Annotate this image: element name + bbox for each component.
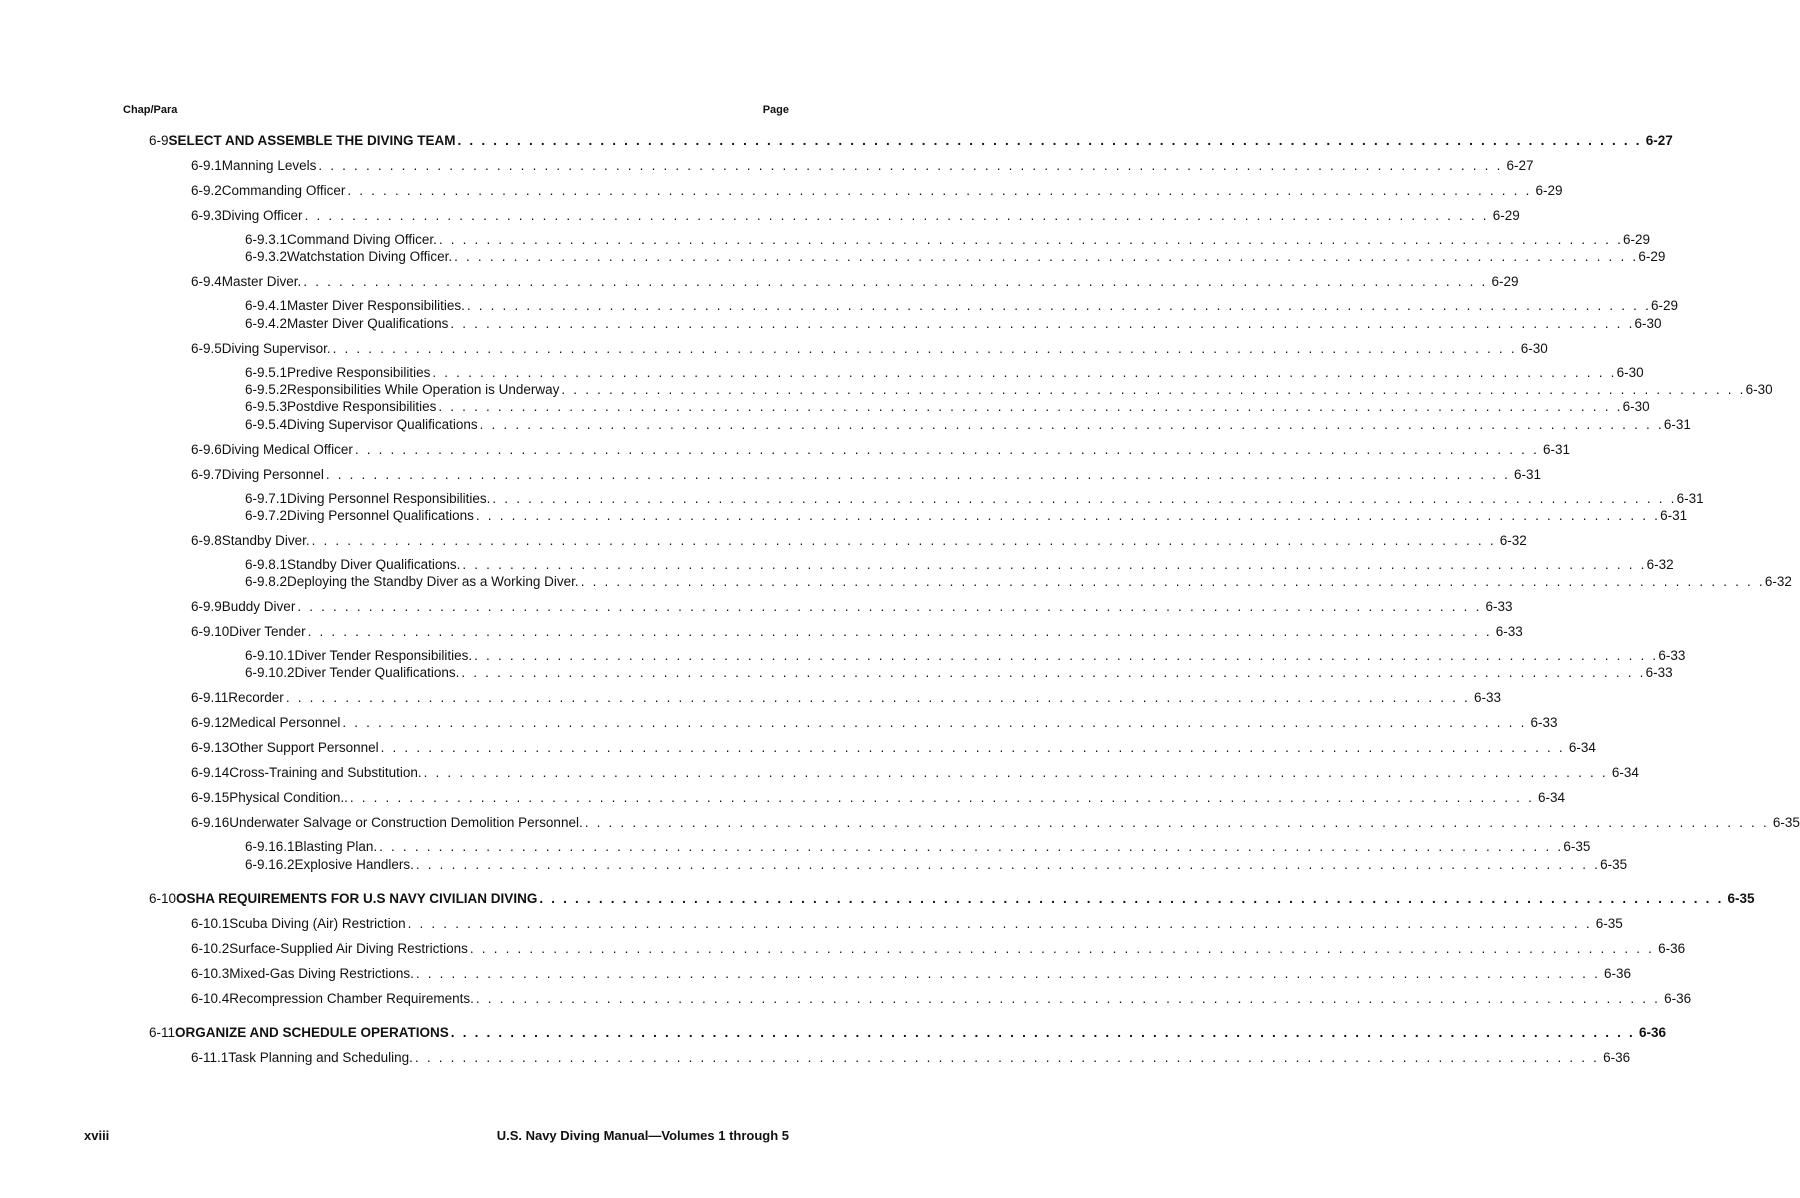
toc-entry-page: 6-29 xyxy=(1623,232,1651,247)
toc-entry-page: 6-31 xyxy=(1660,507,1688,523)
toc-entry-level-2 xyxy=(191,598,1513,616)
column-header-chap-para: Chap/Para xyxy=(123,104,178,116)
toc-entry-number: 6-9.1 xyxy=(191,158,222,173)
dot-leader: . . . . . . . . . . . . . . . . . . . . . . . . . . . . . . . . . . . . . . . . . . . . . . . . . . . . . . . . . . . . . . . . . . . . . . . . . . . . . . . . . . . . . . . . . . . . . . . . . . . . xyxy=(354,441,1540,457)
column-header-page: Page xyxy=(762,104,789,116)
toc-entry-level-3 xyxy=(245,315,1662,333)
dot-leader: . . . . . . . . . . . . . . . . . . . . . . . . . . . . . . . . . . . . . . . . . . . . . . . . . . . . . . . . . . . . . . . . . . . . . . . . . . . . . . . . . . . . . . . . . . . . . . . . . . . . xyxy=(415,965,1601,981)
toc-entry-number: 6-9.3.1 xyxy=(245,232,288,247)
toc-entry-title: Diving Supervisor Qualifications xyxy=(287,416,478,432)
toc-entry-number: 6-9.5.3 xyxy=(245,399,288,415)
toc-entry-title: Deploying the Standby Diver as a Working Diver. xyxy=(287,574,579,590)
toc-entry-level-3 xyxy=(245,297,1679,315)
toc-entry-page: 6-33 xyxy=(1645,665,1673,681)
toc-entry-level-2 xyxy=(191,466,1542,484)
dot-leader: . . . . . . . . . . . . . . . . . . . . . . . . . . . . . . . . . . . . . . . . . . . . . . . . . . . . . . . . . . . . . . . . . . . . . . . . . . . . . . . . . . . . . . . . . . . . . . . . . . . . xyxy=(475,990,1661,1006)
dot-leader: . . . . . . . . . . . . . . . . . . . . . . . . . . . . . . . . . . . . . . . . . . . . . . . . . . . . . . . . . . . . . . . . . . . . . . . . . . . . . . . . . . . . . . . . . . . . . . . . . . . . xyxy=(307,624,1492,640)
toc-entry-number: 6-9.12 xyxy=(191,715,230,731)
toc-entry-number: 6-9.16.1 xyxy=(245,839,295,855)
toc-entry-level-3 xyxy=(245,556,1674,574)
toc-entry-page: 6-35 xyxy=(1727,890,1755,906)
toc-entry-number: 6-9.2 xyxy=(191,183,222,198)
dot-leader: . . . . . . . . . . . . . . . . . . . . . . . . . . . . . . . . . . . . . . . . . . . . . . . . . . . . . . . . . . . . . . . . . . . . . . . . . . . . . . . . . . . . . . . . . . . . . . . . . . . . xyxy=(415,856,1601,872)
toc-entry-number: 6-9.5 xyxy=(191,340,222,356)
toc-entry-level-3 xyxy=(245,248,1666,266)
toc-entry-number: 6-9.5.2 xyxy=(245,381,288,397)
toc-entry-title: Explosive Handlers. xyxy=(294,856,414,872)
toc-entry-level-3 xyxy=(245,231,1651,249)
toc-entry-number: 6-9.4.2 xyxy=(245,315,288,331)
toc-entry-level-2 xyxy=(191,789,1566,807)
toc-entry-page: 6-36 xyxy=(1664,990,1692,1006)
dot-leader: . . . . . . . . . . . . . . . . . . . . . . . . . . . . . . . . . . . . . . . . . . . . . . . . . . . . . . . . . . . . . . . . . . . . . . . . . . . . . . . . . . . . . . . . . . . . . . . . . . . . xyxy=(325,466,1511,482)
dot-leader: . . . . . . . . . . . . . . . . . . . . . . . . . . . . . . . . . . . . . . . . . . . . . . . . . . . . . . . . . . . . . . . . . . . . . . . . . . . . . . . . . . . . . . . . . . . . . . . . . . . . xyxy=(450,1024,1635,1040)
toc-entry-number: 6-9.15 xyxy=(191,790,230,806)
toc-entry-title: Cross-Training and Substitution. xyxy=(229,765,422,781)
toc-entry-page: 6-36 xyxy=(1658,940,1686,956)
toc-entry-number: 6-10.1 xyxy=(191,915,230,931)
toc-entry-number: 6-9.8 xyxy=(191,532,222,548)
toc-entry-level-2 xyxy=(191,441,1571,459)
toc-entry-title: Diving Medical Officer xyxy=(221,441,353,457)
toc-entry-title: Underwater Salvage or Construction Demolition Personnel. xyxy=(229,815,583,831)
toc-entry-page: 6-30 xyxy=(1520,340,1548,356)
dot-leader: . . . . . . . . . . . . . . . . . . . . . . . . . . . . . . . . . . . . . . . . . . . . . . . . . . . . . . . . . . . . . . . . . . . . . . . . . . . . . . . . . . . . . . . . . . . . . . . . . . . . xyxy=(379,839,1564,855)
toc-entry-page: 6-31 xyxy=(1514,466,1542,482)
toc-entry-level-3 xyxy=(245,416,1691,434)
dot-leader: . . . . . . . . . . . . . . . . . . . . . . . . . . . . . . . . . . . . . . . . . . . . . . . . . . . . . . . . . . . . . . . . . . . . . . . . . . . . . . . . . . . . . . . . . . . . . . . . . . . . xyxy=(475,507,1661,523)
toc-entry-title: Diving Supervisor. xyxy=(221,340,331,356)
dot-leader: . . . . . . . . . . . . . . . . . . . . . . . . . . . . . . . . . . . . . . . . . . . . . . . . . . . . . . . . . . . . . . . . . . . . . . . . . . . . . . . . . . . . . . . . . . . . . . . . . . . . xyxy=(423,765,1608,781)
manual-title: U.S. Navy Diving Manual—Volumes 1 through 5 xyxy=(496,1128,789,1143)
toc-entry-number: 6-9.16 xyxy=(191,815,230,831)
toc-entry-number: 6-10.3 xyxy=(191,965,230,981)
toc-entry-number: 6-9.5.1 xyxy=(245,364,288,380)
toc-entry-page: 6-36 xyxy=(1603,1049,1631,1065)
dot-leader: . . . . . . . . . . . . . . . . . . . . . . . . . . . . . . . . . . . . . . . . . . . . . . . . . . . . . . . . . . . . . . . . . . . . . . . . . . . . . . . . . . . . . . . . . . . . . . . . . . . . xyxy=(414,1049,1600,1065)
toc-entry-page: 6-35 xyxy=(1595,915,1623,931)
dot-leader: . . . . . . . . . . . . . . . . . . . . . . . . . . . . . . . . . . . . . . . . . . . . . . . . . . . . . . . . . . . . . . . . . . . . . . . . . . . . . . . . . . . . . . . . . . . . . . . . . . . . xyxy=(580,574,1765,590)
toc-entry-level-1 xyxy=(149,890,1755,908)
toc-entry-title: Scuba Diving (Air) Restriction xyxy=(229,915,406,931)
toc-entry-level-2 xyxy=(191,814,1800,832)
toc-entry-title: Blasting Plan. xyxy=(294,839,378,855)
toc-entry-level-2 xyxy=(191,182,1563,200)
toc-entry-page: 6-33 xyxy=(1530,715,1558,731)
toc-entry-level-2 xyxy=(191,273,1519,291)
toc-entry-page: 6-35 xyxy=(1600,856,1628,872)
toc-entry-title: Predive Responsibilities xyxy=(287,364,431,380)
dot-leader: . . . . . . . . . . . . . . . . . . . . . . . . . . . . . . . . . . . . . . . . . . . . . . . . . . . . . . . . . . . . . . . . . . . . . . . . . . . . . . . . . . . . . . . . . . . . . . . . . . . . xyxy=(347,183,1532,198)
toc-entry-level-2 xyxy=(191,157,1534,175)
toc-entry-page: 6-32 xyxy=(1499,532,1527,548)
toc-entry-page: 6-33 xyxy=(1474,690,1502,706)
toc-entry-level-3 xyxy=(245,364,1644,382)
toc-entry-title: Manning Levels xyxy=(221,158,317,173)
toc-entry-title: Standby Diver Qualifications. xyxy=(287,556,461,572)
toc-entry-title: Physical Condition.. xyxy=(229,790,348,806)
toc-entry-title: Master Diver Qualifications xyxy=(287,315,449,331)
toc-entry-page: 6-31 xyxy=(1676,490,1704,506)
dot-leader: . . . . . . . . . . . . . . . . . . . . . . . . . . . . . . . . . . . . . . . . . . . . . . . . . . . . . . . . . . . . . . . . . . . . . . . . . . . . . . . . . . . . . . . . . . . . . . . . . . . . xyxy=(349,790,1535,806)
toc-entry-level-3 xyxy=(245,507,1688,525)
toc-entry-number: 6-9.10 xyxy=(191,624,230,640)
toc-entry-level-3 xyxy=(245,398,1650,416)
dot-leader: . . . . . . . . . . . . . . . . . . . . . . . . . . . . . . . . . . . . . . . . . . . . . . . . . . . . . . . . . . . . . . . . . . . . . . . . . . . . . . . . . . . . . . . . . . . . . . . . . . . . xyxy=(380,740,1565,756)
toc-entry-number: 6-9.4.1 xyxy=(245,298,288,314)
toc-entry-title: Diving Personnel Qualifications xyxy=(287,507,474,523)
toc-entry-level-3 xyxy=(245,490,1704,508)
dot-leader: . . . . . . . . . . . . . . . . . . . . . . . . . . . . . . . . . . . . . . . . . . . . . . . . . . . . . . . . . . . . . . . . . . . . . . . . . . . . . . . . . . . . . . . . . . . . . . . . . . . . xyxy=(492,490,1677,506)
toc-entry-level-2 xyxy=(191,965,1632,983)
toc-entry-title: Diver Tender Responsibilities. xyxy=(294,648,473,664)
dot-leader: . . . . . . . . . . . . . . . . . . . . . . . . . . . . . . . . . . . . . . . . . . . . . . . . . . . . . . . . . . . . . . . . . . . . . . . . . . . . . . . . . . . . . . . . . . . . . . . . . . . . xyxy=(461,665,1646,681)
dot-leader: . . . . . . . . . . . . . . . . . . . . . . . . . . . . . . . . . . . . . . . . . . . . . . . . . . . . . . . . . . . . . . . . . . . . . . . . . . . . . . . . . . . . . . . . . . . . . . . . . . . . xyxy=(454,249,1639,265)
toc-entry-number: 6-9.7 xyxy=(191,466,222,482)
toc-entry-page: 6-30 xyxy=(1634,315,1662,331)
dot-leader: . . . . . . . . . . . . . . . . . . . . . . . . . . . . . . . . . . . . . . . . . . . . . . . . . . . . . . . . . . . . . . . . . . . . . . . . . . . . . . . . . . . . . . . . . . . . . . . . . . . . xyxy=(457,133,1642,148)
toc-entry-title: Recorder xyxy=(228,690,284,706)
dot-leader: . . . . . . . . . . . . . . . . . . . . . . . . . . . . . . . . . . . . . . . . . . . . . . . . . . . . . . . . . . . . . . . . . . . . . . . . . . . . . . . . . . . . . . . . . . . . . . . . . . . . xyxy=(285,690,1471,706)
dot-leader: . . . . . . . . . . . . . . . . . . . . . . . . . . . . . . . . . . . . . . . . . . . . . . . . . . . . . . . . . . . . . . . . . . . . . . . . . . . . . . . . . . . . . . . . . . . . . . . . . . . . xyxy=(432,364,1617,380)
toc-entry-title: Postdive Responsibilities xyxy=(287,399,437,415)
toc-entry-page: 6-33 xyxy=(1658,648,1686,664)
toc-entry-number: 6-9.16.2 xyxy=(245,856,295,872)
toc-entry-page: 6-33 xyxy=(1485,599,1513,615)
dot-leader: . . . . . . . . . . . . . . . . . . . . . . . . . . . . . . . . . . . . . . . . . . . . . . . . . . . . . . . . . . . . . . . . . . . . . . . . . . . . . . . . . . . . . . . . . . . . . . . . . . . . xyxy=(479,416,1664,432)
toc-entry-number: 6-9.8.2 xyxy=(245,574,288,590)
dot-leader: . . . . . . . . . . . . . . . . . . . . . . . . . . . . . . . . . . . . . . . . . . . . . . . . . . . . . . . . . . . . . . . . . . . . . . . . . . . . . . . . . . . . . . . . . . . . . . . . . . . . xyxy=(438,399,1623,415)
toc-entry-number: 6-9.13 xyxy=(191,740,230,756)
toc-entry-title: Watchstation Diving Officer. xyxy=(287,249,453,265)
toc-entry-page: 6-31 xyxy=(1663,416,1691,432)
toc-entry-level-3 xyxy=(245,573,1792,591)
dot-leader: . . . . . . . . . . . . . . . . . . . . . . . . . . . . . . . . . . . . . . . . . . . . . . . . . . . . . . . . . . . . . . . . . . . . . . . . . . . . . . . . . . . . . . . . . . . . . . . . . . . . xyxy=(474,648,1659,664)
toc-entry-number: 6-9.11 xyxy=(191,690,229,706)
toc-entry-number: 6-11.1 xyxy=(191,1049,229,1065)
toc-entry-title: Mixed-Gas Diving Restrictions. xyxy=(229,965,414,981)
toc-entry-level-2 xyxy=(191,714,1558,732)
toc-entry-page: 6-32 xyxy=(1764,574,1792,590)
toc-entry-page: 6-35 xyxy=(1563,839,1591,855)
toc-entry-number: 6-9.5.4 xyxy=(245,416,288,432)
toc-entry-number: 6-9.10.1 xyxy=(245,648,295,664)
toc-entry-number: 6-10 xyxy=(149,890,177,906)
toc-entry-page: 6-34 xyxy=(1611,765,1639,781)
toc-entry-level-2 xyxy=(191,990,1692,1008)
toc-entry-number: 6-9 xyxy=(149,133,169,148)
dot-leader: . . . . . . . . . . . . . . . . . . . . . . . . . . . . . . . . . . . . . . . . . . . . . . . . . . . . . . . . . . . . . . . . . . . . . . . . . . . . . . . . . . . . . . . . . . . . . . . . . . . . xyxy=(584,815,1769,831)
toc-entry-level-3 xyxy=(245,856,1628,874)
toc-entry-number: 6-9.10.2 xyxy=(245,665,295,681)
toc-entry-title: OSHA REQUIREMENTS FOR U.S NAVY CIVILIAN DIVING xyxy=(176,890,538,906)
dot-leader: . . . . . . . . . . . . . . . . . . . . . . . . . . . . . . . . . . . . . . . . . . . . . . . . . . . . . . . . . . . . . . . . . . . . . . . . . . . . . . . . . . . . . . . . . . . . . . . . . . . . xyxy=(539,890,1724,906)
toc-entry-page: 6-32 xyxy=(1646,556,1674,572)
toc-entry-level-3 xyxy=(245,664,1673,682)
toc-entry-page: 6-29 xyxy=(1651,298,1679,314)
dot-leader: . . . . . . . . . . . . . . . . . . . . . . . . . . . . . . . . . . . . . . . . . . . . . . . . . . . . . . . . . . . . . . . . . . . . . . . . . . . . . . . . . . . . . . . . . . . . . . . . . . . . xyxy=(311,532,1496,548)
toc-entry-title: Standby Diver. xyxy=(221,532,310,548)
toc-entry-title: Other Support Personnel xyxy=(229,740,379,756)
toc-entry-level-1 xyxy=(149,132,1673,150)
toc-entry-number: 6-9.8.1 xyxy=(245,556,288,572)
toc-entry-page: 6-29 xyxy=(1492,208,1520,223)
toc-entry-page: 6-36 xyxy=(1639,1024,1667,1040)
toc-entry-page: 6-29 xyxy=(1638,249,1666,265)
toc-entry-level-1 xyxy=(149,1024,1667,1042)
dot-leader: . . . . . . . . . . . . . . . . . . . . . . . . . . . . . . . . . . . . . . . . . . . . . . . . . . . . . . . . . . . . . . . . . . . . . . . . . . . . . . . . . . . . . . . . . . . . . . . . . . . . xyxy=(466,298,1652,314)
toc-entry-level-2 xyxy=(191,623,1523,641)
toc-entry-level-2 xyxy=(191,1049,1631,1067)
toc-entry-title: Surface-Supplied Air Diving Restrictions xyxy=(229,940,468,956)
toc-entry-number: 6-9.3 xyxy=(191,208,222,223)
toc-entry-level-2 xyxy=(191,689,1502,707)
toc-entry-level-2 xyxy=(191,532,1527,550)
toc-entry-title: ORGANIZE AND SCHEDULE OPERATIONS xyxy=(175,1024,449,1040)
dot-leader: . . . . . . . . . . . . . . . . . . . . . . . . . . . . . . . . . . . . . . . . . . . . . . . . . . . . . . . . . . . . . . . . . . . . . . . . . . . . . . . . . . . . . . . . . . . . . . . . . . . . xyxy=(297,599,1482,615)
toc-entry-title: Diving Personnel xyxy=(221,466,324,482)
toc-entry-number: 6-9.14 xyxy=(191,765,230,781)
toc-entry-title: Command Diving Officer. xyxy=(287,232,437,247)
dot-leader: . . . . . . . . . . . . . . . . . . . . . . . . . . . . . . . . . . . . . . . . . . . . . . . . . . . . . . . . . . . . . . . . . . . . . . . . . . . . . . . . . . . . . . . . . . . . . . . . . . . . xyxy=(469,940,1655,956)
toc-entry-level-3 xyxy=(245,647,1686,665)
toc-entry-number: 6-10.2 xyxy=(191,940,230,956)
toc-entry-number: 6-9.4 xyxy=(191,274,222,290)
dot-leader: . . . . . . . . . . . . . . . . . . . . . . . . . . . . . . . . . . . . . . . . . . . . . . . . . . . . . . . . . . . . . . . . . . . . . . . . . . . . . . . . . . . . . . . . . . . . . . . . . . . . xyxy=(561,381,1746,397)
toc-entry-number: 6-10.4 xyxy=(191,990,230,1006)
toc-entry-level-2 xyxy=(191,764,1639,782)
toc-entry-title: Responsibilities While Operation is Underway xyxy=(287,381,560,397)
toc-entry-number: 6-9.9 xyxy=(191,599,222,615)
toc-entry-title: Diving Officer xyxy=(221,208,303,223)
dot-leader: . . . . . . . . . . . . . . . . . . . . . . . . . . . . . . . . . . . . . . . . . . . . . . . . . . . . . . . . . . . . . . . . . . . . . . . . . . . . . . . . . . . . . . . . . . . . . . . . . . . . xyxy=(342,715,1527,731)
toc-entry-page: 6-31 xyxy=(1543,441,1571,457)
toc-entry-number: 6-9.6 xyxy=(191,441,222,457)
toc-entry-level-2 xyxy=(191,207,1520,225)
toc-entry-page: 6-36 xyxy=(1604,965,1632,981)
dot-leader: . . . . . . . . . . . . . . . . . . . . . . . . . . . . . . . . . . . . . . . . . . . . . . . . . . . . . . . . . . . . . . . . . . . . . . . . . . . . . . . . . . . . . . . . . . . . . . . . . . . . xyxy=(318,158,1503,173)
toc-entry-page: 6-27 xyxy=(1645,133,1673,148)
toc-entry-title: Diver Tender xyxy=(229,624,306,640)
toc-entry-title: Diving Personnel Responsibilities. xyxy=(287,490,491,506)
toc-entry-page: 6-33 xyxy=(1495,624,1523,640)
toc-entry-level-2 xyxy=(191,940,1686,958)
toc-entry-page: 6-35 xyxy=(1772,815,1800,831)
dot-leader: . . . . . . . . . . . . . . . . . . . . . . . . . . . . . . . . . . . . . . . . . . . . . . . . . . . . . . . . . . . . . . . . . . . . . . . . . . . . . . . . . . . . . . . . . . . . . . . . . . . . xyxy=(407,915,1592,931)
toc-entry-title: Master Diver. xyxy=(221,274,302,290)
toc-entry-level-2 xyxy=(191,340,1548,358)
toc-entry-number: 6-11 xyxy=(149,1024,176,1040)
toc-entry-page: 6-29 xyxy=(1535,183,1563,198)
dot-leader: . . . . . . . . . . . . . . . . . . . . . . . . . . . . . . . . . . . . . . . . . . . . . . . . . . . . . . . . . . . . . . . . . . . . . . . . . . . . . . . . . . . . . . . . . . . . . . . . . . . . xyxy=(332,340,1517,356)
dot-leader: . . . . . . . . . . . . . . . . . . . . . . . . . . . . . . . . . . . . . . . . . . . . . . . . . . . . . . . . . . . . . . . . . . . . . . . . . . . . . . . . . . . . . . . . . . . . . . . . . . . . xyxy=(462,556,1647,572)
toc-entry-title: Diver Tender Qualifications. xyxy=(294,665,460,681)
toc-entry-level-2 xyxy=(191,915,1623,933)
toc-entry-number: 6-9.7.1 xyxy=(245,490,288,506)
toc-entry-number: 6-9.3.2 xyxy=(245,249,288,265)
toc-entry-page: 6-34 xyxy=(1538,790,1566,806)
toc-entry-page: 6-27 xyxy=(1506,158,1534,173)
toc-entry-title: Medical Personnel xyxy=(229,715,341,731)
toc-entry-title: Task Planning and Scheduling. xyxy=(228,1049,413,1065)
toc-entry-number: 6-9.7.2 xyxy=(245,507,288,523)
toc-entry-page: 6-30 xyxy=(1622,399,1650,415)
dot-leader: . . . . . . . . . . . . . . . . . . . . . . . . . . . . . . . . . . . . . . . . . . . . . . . . . . . . . . . . . . . . . . . . . . . . . . . . . . . . . . . . . . . . . . . . . . . . . . . . . . . . xyxy=(450,315,1635,331)
toc-entry-page: 6-29 xyxy=(1491,274,1519,290)
toc-entry-page: 6-34 xyxy=(1568,740,1596,756)
toc-entry-level-2 xyxy=(191,739,1596,757)
toc-entry-level-3 xyxy=(245,838,1591,856)
dot-leader: . . . . . . . . . . . . . . . . . . . . . . . . . . . . . . . . . . . . . . . . . . . . . . . . . . . . . . . . . . . . . . . . . . . . . . . . . . . . . . . . . . . . . . . . . . . . . . . . . . . . xyxy=(438,232,1624,247)
dot-leader: . . . . . . . . . . . . . . . . . . . . . . . . . . . . . . . . . . . . . . . . . . . . . . . . . . . . . . . . . . . . . . . . . . . . . . . . . . . . . . . . . . . . . . . . . . . . . . . . . . . . xyxy=(304,208,1489,223)
toc-entry-title: SELECT AND ASSEMBLE THE DIVING TEAM xyxy=(168,133,456,148)
toc-entry-page: 6-30 xyxy=(1616,364,1644,380)
toc-entry-page: 6-30 xyxy=(1745,381,1773,397)
toc-entry-title: Buddy Diver xyxy=(221,599,296,615)
toc-entry-title: Master Diver Responsibilities. xyxy=(287,298,465,314)
toc-entry-title: Recompression Chamber Requirements. xyxy=(229,990,474,1006)
dot-leader: . . . . . . . . . . . . . . . . . . . . . . . . . . . . . . . . . . . . . . . . . . . . . . . . . . . . . . . . . . . . . . . . . . . . . . . . . . . . . . . . . . . . . . . . . . . . . . . . . . . . xyxy=(303,274,1488,290)
toc-entry-title: Commanding Officer xyxy=(221,183,346,198)
toc-entry-level-3 xyxy=(245,381,1773,399)
page-number: xviii xyxy=(84,1128,110,1143)
